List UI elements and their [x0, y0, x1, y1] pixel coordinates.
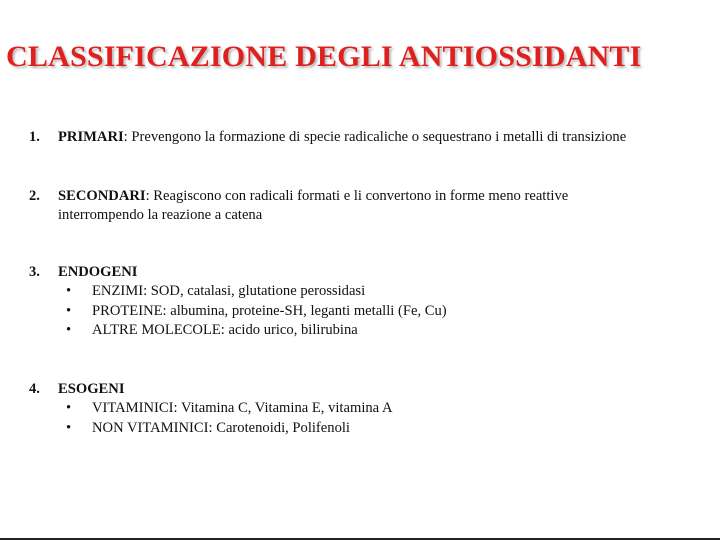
item-description: : Reagiscono con radicali formati e li convertono in forme meno reattive interrompendo la reazione a catena [58, 188, 569, 223]
item-heading: ENDOGENI [58, 264, 138, 280]
endogeni-sublist [58, 282, 698, 341]
item-number: 3. [29, 264, 40, 280]
list-item-secondari [29, 187, 633, 225]
item-heading: PRIMARI [58, 129, 124, 145]
sub-list-item: • ENZIMI: SOD, catalasi, glutatione perossidasi [58, 282, 698, 302]
sub-list-item: • ALTRE MOLECOLE: acido urico, bilirubina [58, 321, 698, 341]
list-item-endogeni [29, 263, 698, 341]
item-heading: SECONDARI [58, 188, 146, 204]
list-item-esogeni [29, 380, 698, 438]
sub-list-item: • PROTEINE: albumina, proteine-SH, leganti metalli (Fe, Cu) [58, 302, 698, 322]
sub-list-item: • NON VITAMINICI: Carotenoidi, Polifenoli [58, 419, 698, 439]
item-number: 1. [29, 129, 40, 145]
bullet-icon: • [66, 400, 72, 416]
bullet-icon: • [66, 419, 72, 436]
item-number: 2. [29, 188, 40, 204]
item-description: : Prevengono la formazione di specie radicaliche o sequestrano i metalli di transizione [123, 129, 627, 145]
slide-title: CLASSIFICAZIONE DEGLI ANTIOSSIDANTI [6, 40, 642, 73]
item-heading: ESOGENI [58, 381, 125, 397]
bullet-icon: • [66, 322, 72, 338]
item-number: 4. [29, 381, 40, 397]
list-item-primari [29, 128, 698, 147]
bullet-icon: • [66, 283, 72, 299]
sub-list-item: • VITAMINICI: Vitamina C, Vitamina E, vitamina A [58, 399, 698, 419]
esogeni-sublist [58, 399, 698, 438]
bullet-icon: • [66, 302, 72, 319]
